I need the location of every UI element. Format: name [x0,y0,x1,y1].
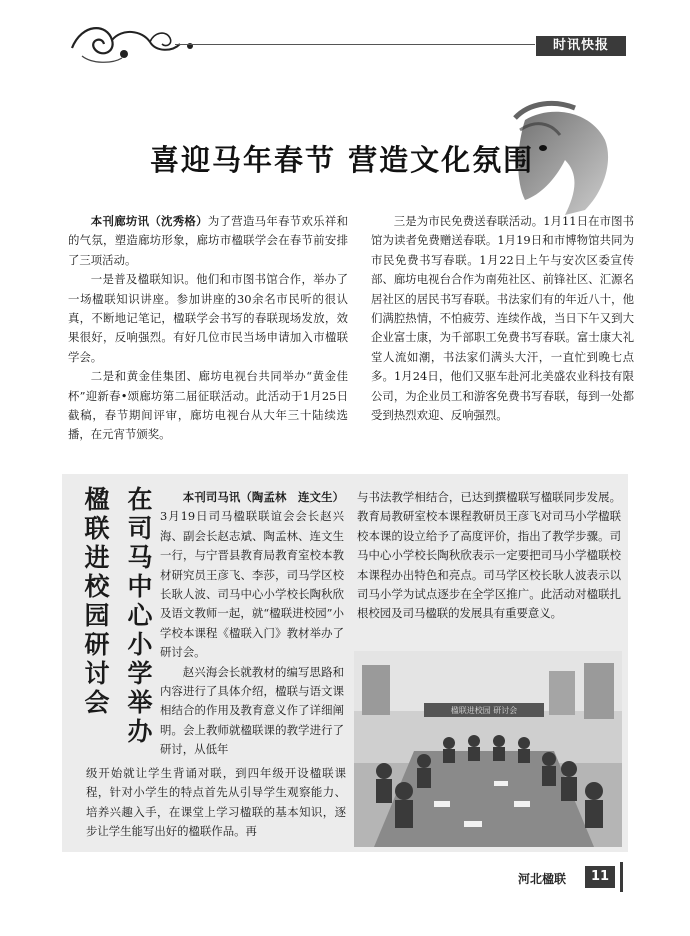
footer-bar [620,862,623,892]
article2-title-line2: 楹联进校园研讨会 [81,486,110,718]
article2-title-line1: 在司马中心小学举办 [124,486,153,747]
paragraph: 一是普及楹联知识。他们和市图书馆合作，举办了一场楹联知识讲座。参加讲座的30余名市民听的很认真，不断地记笔记，楹联学会书写的春联现场发放，效果很好，反响强烈。有好几位市民当场申请加入市楹联学会。 [68,272,348,364]
paragraph: 二是和黄金佳集团、廊坊电视台共同举办“黄金佳杯”迎新春•颂廊坊第二届征联活动。此活动于1月25日截稿，春节期间评审，廊坊电视台从大年三十陆续选播，在元宵节颁奖。 [68,369,348,442]
article2-column-c: 与书法教学相结合，已达到撰楹联写楹联同步发展。教育局教研室校本课程教研员王彦飞对司马小学楹联校本课的设立给予了高度评价，指出了教学步骤。司马中心小学校长陶秋欣表示一定要把司马小学楹联校本课程办出特色和亮点。司马学区校长耿人波表示以司马小学为试点逐步在全学区推广。此活动对楹联扎根校园及司马楹联的发展具有重要意义。 [357,490,621,621]
section-tag: 时讯快报 [536,36,626,56]
article1-left-column [68,212,348,445]
page-number: 11 [585,866,615,888]
article2-column-b: 级开始就让学生背诵对联，到四年级开设楹联课程，针对小学生的特点首先从引导学生观察能力、培养兴趣入手，在课堂上学习楹联的基本知识，逐步让学生能写出好的楹联作品。再 [86,766,346,839]
paragraph: 赵兴海会长就教材的编写思路和内容进行了具体介绍，楹联与语文课相结合的作用及教育意义作了详细阐明。会上教师就楹联课的教学进行了研讨，从低年 [160,664,344,757]
headline: 喜迎马年春节 营造文化氛围 [150,143,535,177]
paragraph: 本刊司马讯（陶孟林 连文生）3月19日司马楹联联谊会会长赵兴海、副会长赵志斌、陶孟林、连文生一行，与宁晋县教育局教育室校本教材研究员王彦飞、李莎，司马学区校长耿人波、司马中心小学校长陶秋欣及语文教师一起，就“楹联进校园”小学校本课程《楹联入门》教材举办了研讨会。 [160,490,344,660]
byline: 本刊廊坊讯（沈秀格） [90,214,208,228]
footer-journal-name: 河北楹联 [518,872,567,886]
paragraph: 本刊廊坊讯（沈秀格）为了营造马年春节欢乐祥和的气氛，塑造廊坊形象，廊坊市楹联学会在春节前安排了三项活动。 [68,214,348,267]
paragraph: 三是为市民免费送春联活动。1月11日在市图书馆为读者免费赠送春联。1月19日和市博物馆共同为市民免费书写春联。1月22日上午与安次区委宣传部、廊坊电视台合作为南苑社区、前锋社区、汇源名居社区的居民书写春联。书法家们有的年近八十，他们满腔热情，不怕疲劳、连续作战，当日下午又到大企业富士康，为千部职工免费书写春联。富士康大礼堂人流如潮，书法家们满头大汗，一直忙到晚七点多。1月24日，他们又驱车赴河北美盛农业科技有限公司，为企业员工和游客免费书写春联，每到一处都受到热烈欢迎、反响强烈。 [371,214,634,423]
article1-right-column [371,212,634,425]
article2-column-a [160,488,344,760]
decorative-swirl-ornament [62,18,222,68]
byline: 本刊司马讯（陶孟林 连文生） [182,490,344,504]
meeting-photo [354,651,622,847]
header-rule [175,44,535,45]
photo-banner: 楹联进校园 研讨会 [450,706,518,715]
